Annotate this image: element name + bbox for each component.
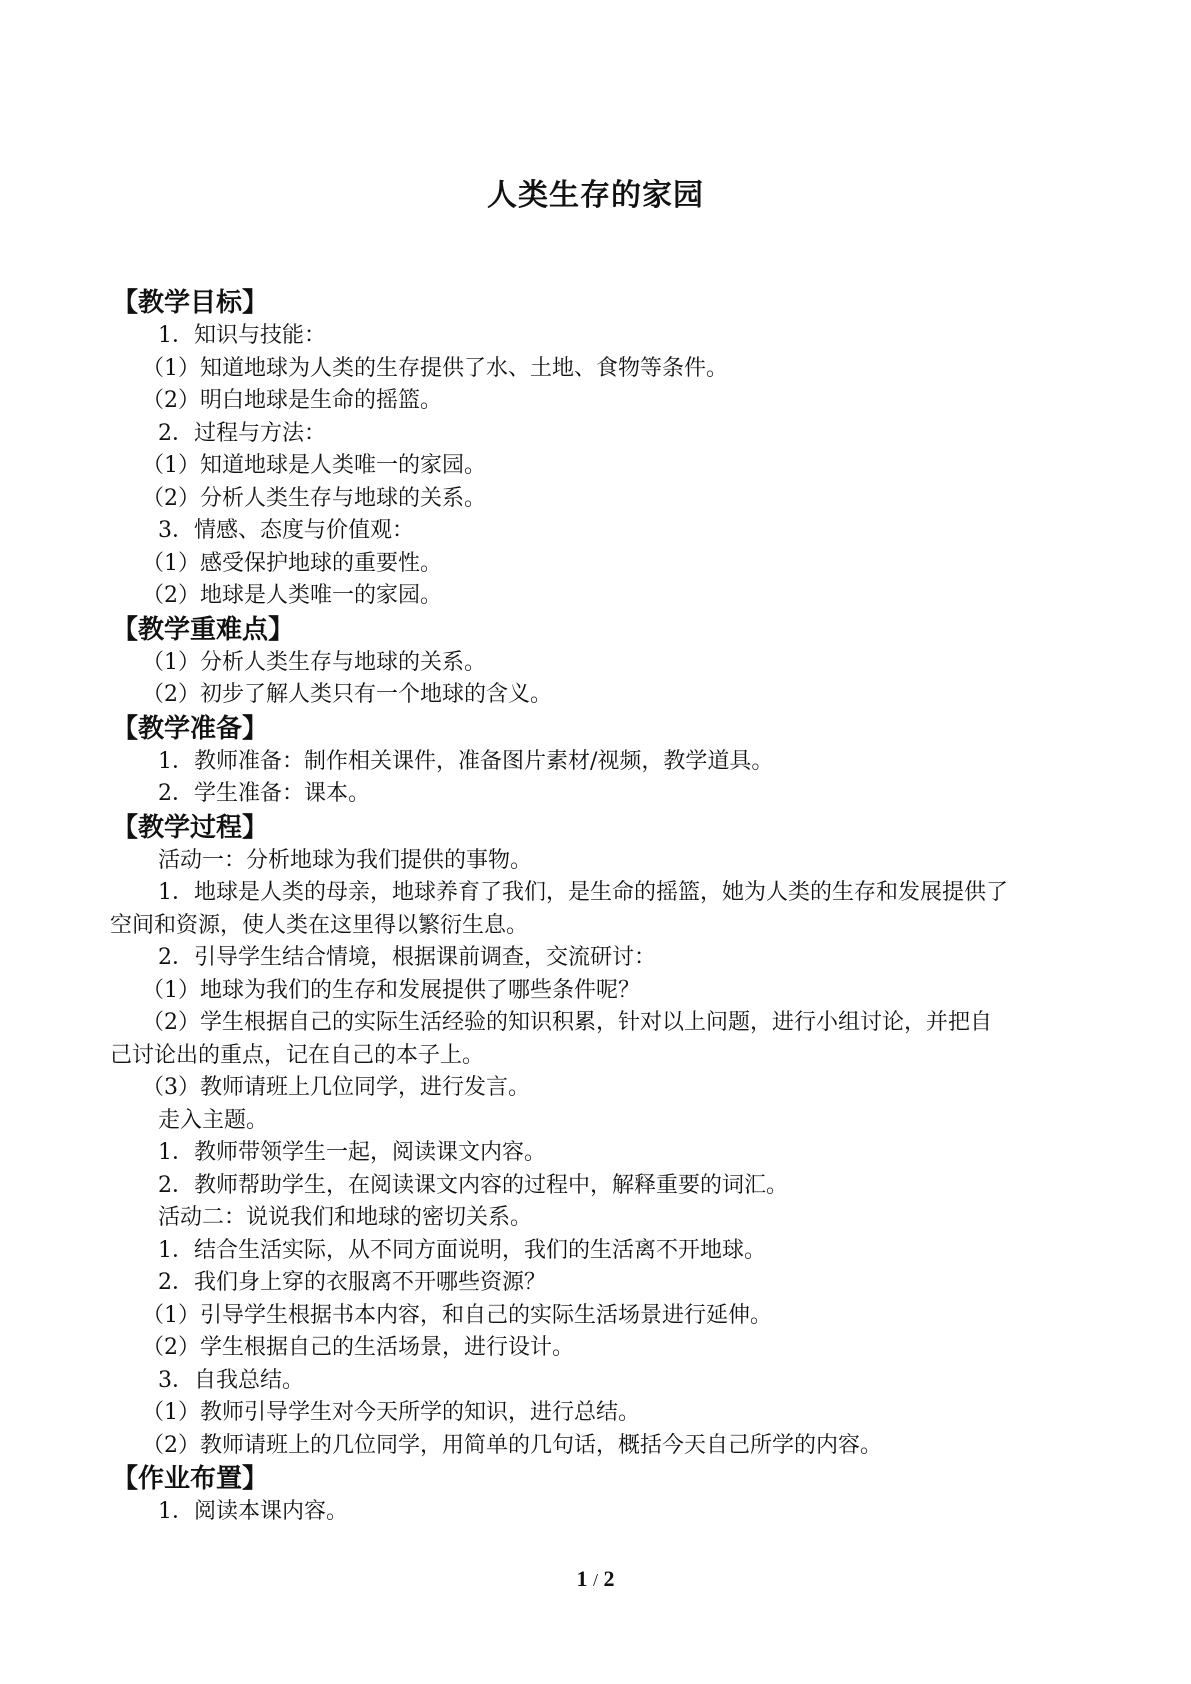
paragraph-line: 2．学生准备：课本。 (158, 781, 370, 806)
paragraph-line: 2．过程与方法： (158, 420, 326, 446)
section-heading-process: 【教学过程】 (112, 812, 269, 843)
paragraph-line: （1）感受保护地球的重要性。 (142, 550, 442, 576)
paragraph-line: （1）教师引导学生对今天所学的知识，进行总结。 (142, 1400, 640, 1425)
paragraph-line: 活动一：分析地球为我们提供的事物。 (158, 847, 533, 873)
section-heading-preparation: 【教学准备】 (112, 713, 269, 744)
page-separator: / (592, 1570, 598, 1590)
paragraph-line: （2）学生根据自己的生活场景，进行设计。 (142, 1335, 574, 1360)
paragraph-line: 1．地球是人类的母亲，地球养育了我们，是生命的摇篮，她为人类的生存和发展提供了 (158, 880, 1008, 905)
section-heading-objectives: 【教学目标】 (112, 288, 269, 318)
paragraph-line: （1）分析人类生存与地球的关系。 (142, 649, 486, 675)
document-body (110, 286, 1090, 1529)
paragraph-line: 空间和资源，使人类在这里得以繁衍生息。 (110, 912, 529, 938)
paragraph-line: （2）地球是人类唯一的家园。 (142, 583, 442, 608)
section-heading-key-points: 【教学重难点】 (112, 614, 295, 645)
paragraph-line: （1）知道地球为人类的生存提供了水、土地、食物等条件。 (142, 355, 728, 381)
paragraph-line: 1．教师带领学生一起，阅读课文内容。 (158, 1140, 546, 1165)
paragraph-line: 己讨论出的重点，记在自己的本子上。 (110, 1042, 485, 1068)
document-title: 人类生存的家园 (487, 178, 704, 213)
paragraph-line: 1．知识与技能： (158, 323, 326, 348)
current-page: 1 (576, 1566, 588, 1591)
paragraph-line: （2）学生根据自己的实际生活经验的知识积累，针对以上问题，进行小组讨论，并把自 (142, 1010, 992, 1035)
paragraph-line: 3．情感、态度与价值观： (158, 518, 414, 543)
paragraph-line: 活动二：说说我们和地球的密切关系。 (158, 1205, 533, 1230)
paragraph-line: （2）分析人类生存与地球的关系。 (142, 485, 486, 511)
paragraph-line: （3）教师请班上几位同学，进行发言。 (142, 1075, 530, 1100)
paragraph-line: 走入主题。 (158, 1107, 269, 1133)
section-heading-homework: 【作业布置】 (112, 1464, 269, 1494)
paragraph-line: 1．阅读本课内容。 (158, 1499, 348, 1524)
paragraph-line: 2．我们身上穿的衣服离不开哪些资源？ (158, 1270, 546, 1295)
paragraph-line: 3．自我总结。 (158, 1367, 304, 1393)
page-number (0, 1566, 1191, 1592)
paragraph-line: 2．引导学生结合情境，根据课前调查，交流研讨： (158, 945, 656, 970)
paragraph-line: 2．教师帮助学生，在阅读课文内容的过程中，解释重要的词汇。 (158, 1172, 788, 1198)
paragraph-line: （1）地球为我们的生存和发展提供了哪些条件呢？ (142, 977, 640, 1003)
paragraph-line: （2）初步了解人类只有一个地球的含义。 (142, 682, 552, 707)
total-pages: 2 (603, 1566, 615, 1591)
paragraph-line: （2）教师请班上的几位同学，用简单的几句话，概括今天自己所学的内容。 (142, 1432, 882, 1458)
paragraph-line: 1．结合生活实际，从不同方面说明，我们的生活离不开地球。 (158, 1237, 766, 1263)
paragraph-line: 1．教师准备：制作相关课件，准备图片素材/视频，教学道具。 (158, 748, 774, 774)
paragraph-line: （1）知道地球是人类唯一的家园。 (142, 453, 486, 478)
paragraph-line: （1）引导学生根据书本内容，和自己的实际生活场景进行延伸。 (142, 1302, 772, 1328)
paragraph-line: （2）明白地球是生命的摇篮。 (142, 388, 442, 413)
